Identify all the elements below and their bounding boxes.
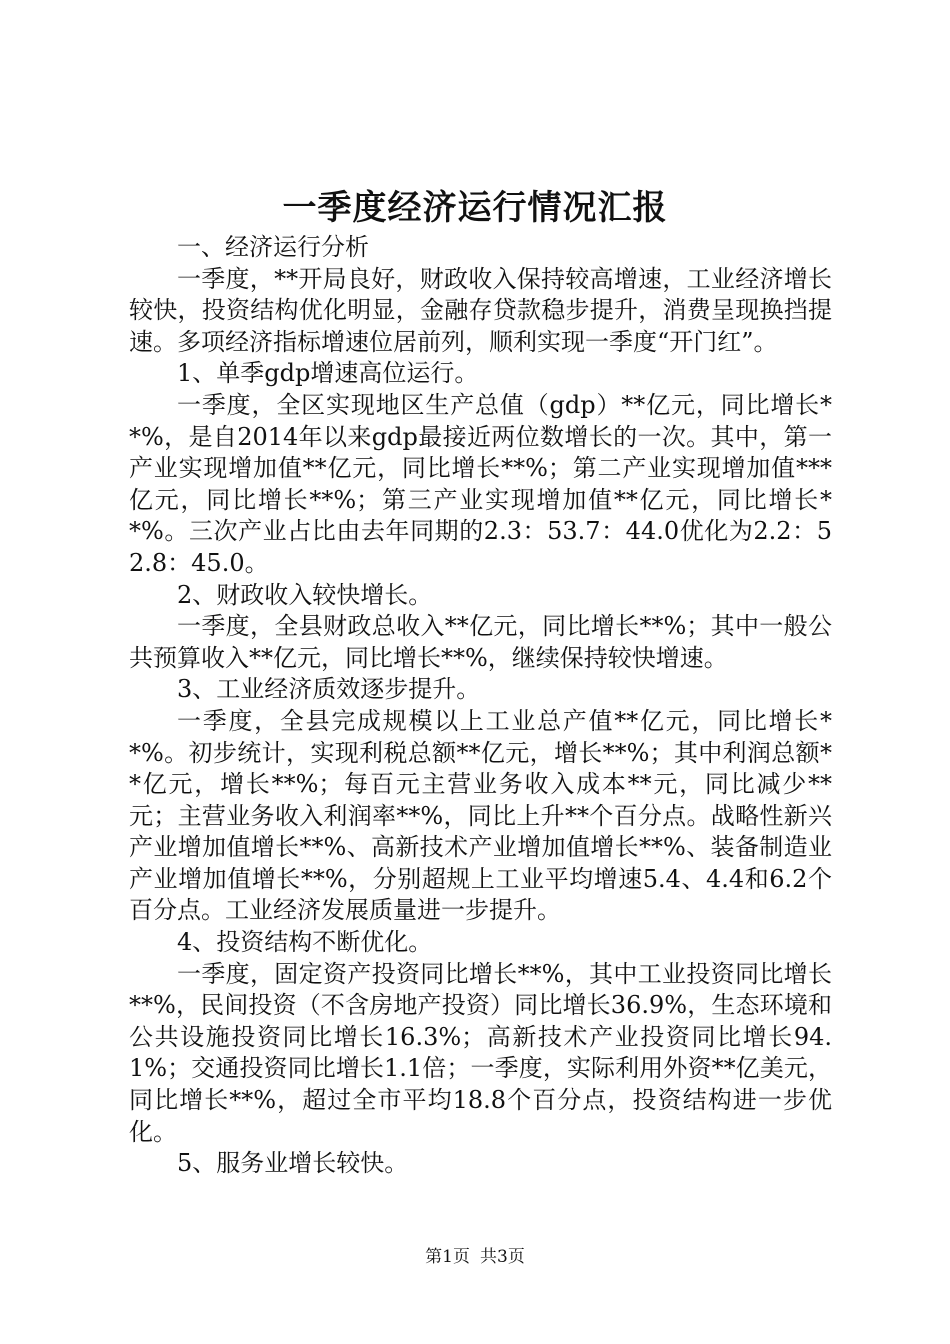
page-footer <box>0 1245 950 1269</box>
page-total: 共3页 <box>480 1247 525 1267</box>
section-heading: 一、经济运行分析 <box>177 233 369 261</box>
body-paragraph: 一季度，全县完成规模以上工业总产值**亿元，同比增长**%。初步统计，实现利税总额**亿元，增长**%；其中利润总额**亿元，增长**%；每百元主营业务收入成本**元，同比减少**元；主营业务收入利润率**%，同比上升**个百分点。战略性新兴产业增加值增长**%、高新技术产业增加值增长**%、装备制造业产业增加值增长**%，分别超规上工业平均增速5.4、4.4和6.2个百分点。工业经济发展质量进一步提升。 <box>129 706 832 925</box>
document-body <box>129 232 832 1180</box>
body-paragraph: 一季度，全区实现地区生产总值（gdp）**亿元，同比增长**%，是自2014年以来gdp最接近两位数增长的一次。其中，第一产业实现增加值**亿元，同比增长**%；第二产业实现增加值***亿元，同比增长**%；第三产业实现增加值**亿元，同比增长**%。三次产业占比由去年同期的2.3：53.7：44.0优化为2.2：52.8：45.0。 <box>129 390 832 577</box>
subsection-heading: 1、单季gdp增速高位运行。 <box>177 359 479 388</box>
body-paragraph: 一季度，全县财政总收入**亿元，同比增长**%；其中一般公共预算收入**亿元，同比增长**%，继续保持较快增速。 <box>129 612 832 672</box>
body-paragraph: 一季度，固定资产投资同比增长**%，其中工业投资同比增长**%，民间投资（不含房地产投资）同比增长36.9%，生态环境和公共设施投资同比增长16.3%；高新技术产业投资同比增长94.1%；交通投资同比增长1.1倍；一季度，实际利用外资**亿美元，同比增长**%，超过全市平均18.8个百分点，投资结构进一步优化。 <box>129 959 832 1146</box>
subsection-heading: 3、工业经济质效逐步提升。 <box>177 675 481 704</box>
page-number: 第1页 <box>425 1247 470 1267</box>
document-title: 一季度经济运行情况汇报 <box>282 188 668 228</box>
body-paragraph: 一季度，**开局良好，财政收入保持较高增速，工业经济增长较快，投资结构优化明显，金融存贷款稳步提升，消费呈现换挡提速。多项经济指标增速位居前列，顺利实现一季度“开门红”。 <box>129 264 832 356</box>
subsection-heading: 5、服务业增长较快。 <box>177 1149 409 1178</box>
subsection-heading: 2、财政收入较快增长。 <box>177 580 433 609</box>
subsection-heading: 4、投资结构不断优化。 <box>177 928 433 957</box>
